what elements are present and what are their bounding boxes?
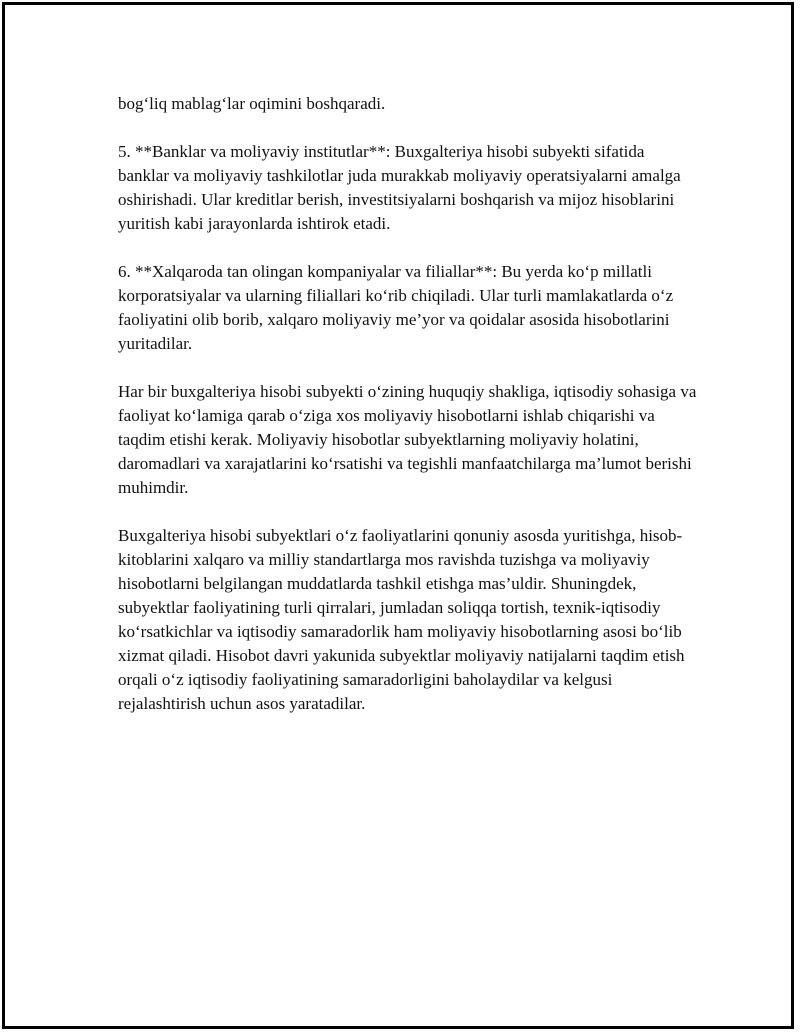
- document-body: [118, 92, 698, 740]
- paragraph-continuation: bog‘liq mablag‘lar oqimini boshqaradi.: [118, 94, 386, 113]
- paragraph-responsibilities: Buxgalteriya hisobi subyektlari o‘z faoliyatlarini qonuniy asosda yuritishga, hisob-kitoblarini xalqaro va milliy standartlarga mos ravishda tuzishga va moliyaviy hisobotlarni belgilangan muddatlarda tashkil etishga mas’uldir. Shuningdek, subyektlar faoliyatining turli qirralari, jumladan soliqqa tortish, texnik-iqtisodiy ko‘rsatkichlar va iqtisodiy samaradorlik ham moliyaviy hisobotlarning asosi bo‘lib xizmat qiladi. Hisobot davri yakunida subyektlar moliyaviy natijalarni taqdim etish orqali o‘z iqtisodiy faoliyatining samaradorligini baholaydilar va kelgusi rejalashtirish uchun asos yaratadilar.: [118, 526, 685, 713]
- paragraph-international-companies: 6. **Xalqaroda tan olingan kompaniyalar va filiallar**: Bu yerda ko‘p millatli korporatsiyalar va ularning filiallari ko‘rib chiqiladi. Ular turli mamlakatlarda o‘z faoliyatini olib borib, xalqaro moliyaviy me’yor va qoidalar asosida hisobotlarini yuritadilar.: [118, 262, 674, 353]
- paragraph-banks: 5. **Banklar va moliyaviy institutlar**: Buxgalteriya hisobi subyekti sifatida banklar va moliyaviy tashkilotlar juda murakkab moliyaviy operatsiyalarni amalga oshirishadi. Ular kreditlar berish, investitsiyalarni boshqarish va mijoz hisoblarini yuritish kabi jarayonlarda ishtirok etadi.: [118, 142, 681, 233]
- paragraph-reporting-requirements: Har bir buxgalteriya hisobi subyekti o‘zining huquqiy shakliga, iqtisodiy sohasiga va faoliyat ko‘lamiga qarab o‘ziga xos moliyaviy hisobotlarni ishlab chiqarishi va taqdim etishi kerak. Moliyaviy hisobotlar subyektlarning moliyaviy holatini, daromadlari va xarajatlarini ko‘rsatishi va tegishli manfaatchilarga ma’lumot berishi muhimdir.: [118, 382, 697, 497]
